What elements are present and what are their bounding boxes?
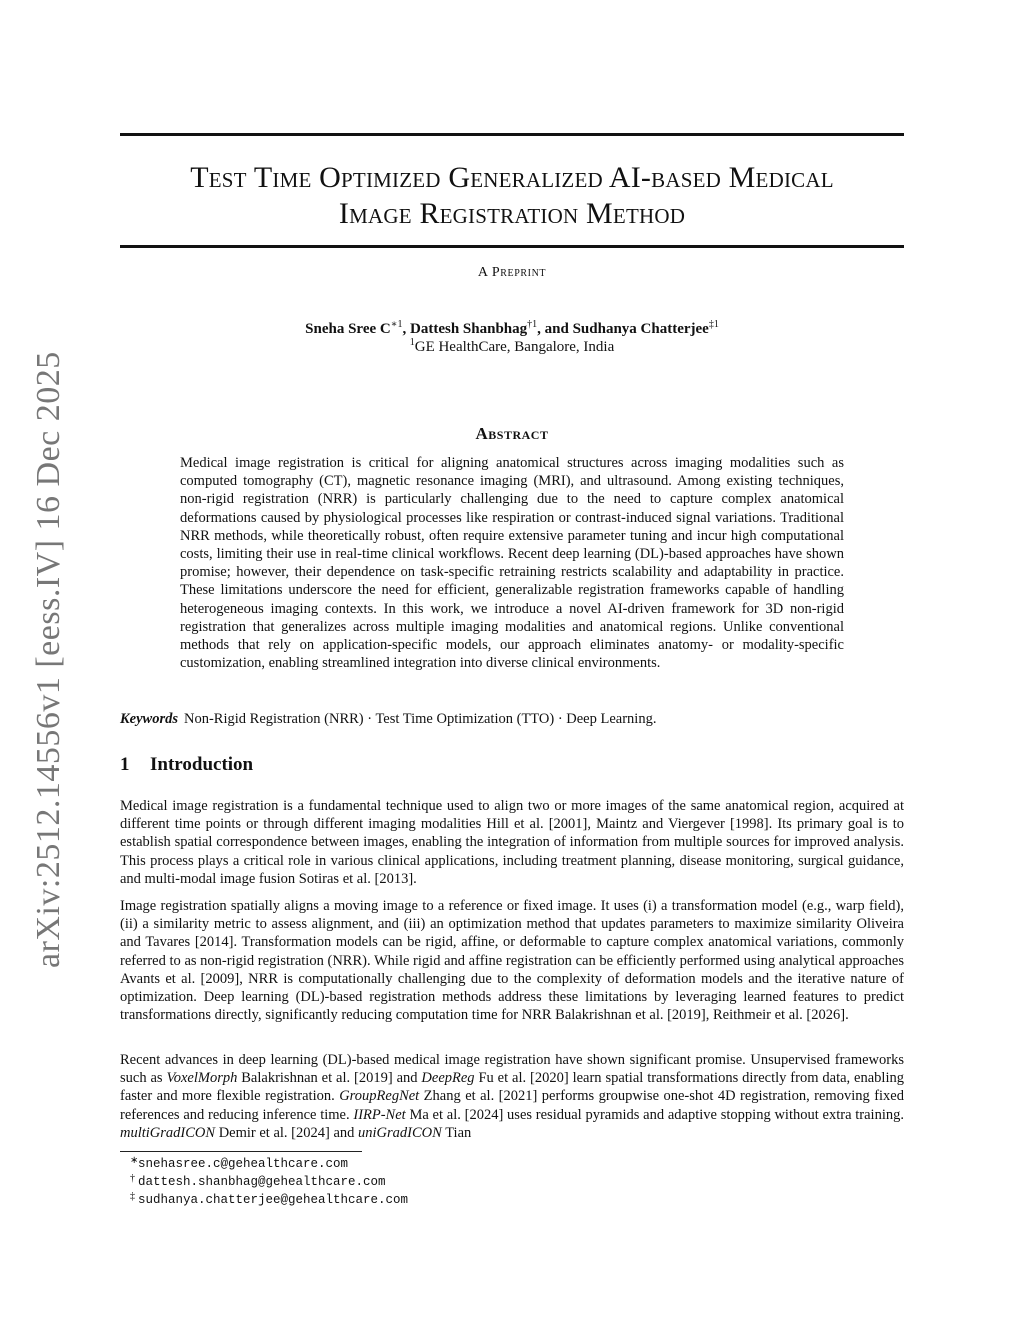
text: Fu et al. [2020] learn spatial transformations directly from data, enabling faster and more flexible registration. [120, 1070, 904, 1105]
text: Zhang et al. [2021] performs groupwise one-shot 4D registration, removing fixed references and reducing inference time. [120, 1088, 904, 1123]
author-separator: , and [537, 321, 573, 337]
method-name: GroupRegNet [339, 1088, 420, 1105]
method-name: IIRP-Net [353, 1106, 406, 1123]
section-number: 1 [120, 754, 130, 775]
keywords [120, 710, 904, 728]
footnote-1 [130, 1155, 349, 1172]
method-name: uniGradICON [358, 1124, 442, 1141]
title-top-rule [120, 133, 904, 136]
title-line-2: Image Registration Method [338, 197, 686, 230]
affiliation [120, 333, 904, 357]
author-separator: , [402, 321, 411, 337]
abstract-heading: Abstract [475, 424, 549, 443]
paper-title [120, 160, 904, 232]
section-heading-introduction [120, 754, 253, 776]
intro-paragraph-1: Medical image registration is a fundamental technique used to align two or more images of the same anatomical region, acquired at different time points or through different imaging modalities Hill et al. [2001], Maintz and Viergever [1998]. Its primary goal is to establish spatial correspondence between images, enabling the integration of information from multiple sources for improved analysis. This process plays a critical role in various clinical applications, including treatment planning, disease monitoring, surgical guidance, and multi-modal image fusion Sotiras et al. [2013]. [120, 798, 904, 887]
method-name: DeepReg [421, 1070, 475, 1087]
preprint-label: A Preprint [477, 265, 547, 280]
footnote-email[interactable]: dattesh.shanbhag@gehealthcare.com [138, 1175, 386, 1189]
author-mark: ∗1 [390, 319, 403, 330]
text: Recent advances in deep learning (DL)-based medical image registration have shown significant promise. Unsupervised frameworks such as [120, 1052, 904, 1087]
footnote-2 [130, 1173, 386, 1190]
title-line-1: Test Time Optimized Generalized AI-based Medical [190, 161, 834, 194]
arxiv-identifier: arXiv:2512.14556v1 [eess.IV] 16 Dec 2025 [30, 351, 67, 968]
footnote-mark: ‡ [130, 1191, 135, 1202]
method-name: multiGradICON [120, 1124, 216, 1141]
text: Balakrishnan et al. [2019] and [237, 1070, 422, 1087]
text: Demir et al. [2024] and [215, 1124, 359, 1141]
author-mark: †1 [527, 319, 538, 330]
footnote-mark: † [130, 1173, 135, 1184]
footnote-email[interactable]: sudhanya.chatterjee@gehealthcare.com [138, 1193, 409, 1207]
text: Tian [441, 1124, 472, 1141]
footnote-3 [130, 1191, 409, 1208]
intro-paragraph-3 [120, 1051, 904, 1142]
title-bottom-rule [120, 245, 904, 248]
footnote-email[interactable]: snehasree.c@gehealthcare.com [138, 1157, 349, 1171]
affiliation-text: GE HealthCare, Bangalore, India [414, 339, 615, 355]
author-name: Dattesh Shanbhag [410, 321, 528, 337]
author-name: Sneha Sree C [305, 321, 391, 337]
abstract-text: Medical image registration is critical for aligning anatomical structures across imaging modalities such as computed tomography (CT), magnetic resonance imaging (MRI), and ultrasound. Among existing techniques, non-rigid registration (NRR) is particularly challenging due to the need to capture complex anatomical deformations caused by physiological processes like respiration or contrast-induced signal variations. Traditional NRR methods, while theoretically robust, often require extensive parameter tuning and incur high computational costs, limiting their use in real-time clinical workflows. Recent deep learning (DL)-based approaches have shown promise; however, their dependence on task-specific retraining restricts scalability and adaptability in practice. These limitations underscore the need for efficient, generalizable registration frameworks capable of handling heterogeneous imaging contexts. In this work, we introduce a novel AI-driven framework for 3D non-rigid registration that generalizes across multiple imaging modalities and anatomical regions. Unlike conventional methods that rely on application-specific models, our approach eliminates anatomy- or modality-specific customization, enabling streamlined integration into diverse clinical environments. [180, 455, 844, 672]
footnote-mark: ∗ [130, 1155, 139, 1166]
intro-paragraph-2: Image registration spatially aligns a moving image to a reference or fixed image. It uses (i) a transformation model (e.g., warp field), (ii) a similarity metric to assess alignment, and (iii) an optimization method that updates parameters to maximize similarity Oliveira and Tavares [2014]. Transformation models can be rigid, affine, or deformable to capture complex anatomical variations, commonly referred to as non-rigid registration (NRR). While rigid and affine registration can be efficiently performed using analytical approaches Avants et al. [2009], NRR is computationally challenging due to the complexity of deformation models and the iterative nature of optimization. Deep learning (DL)-based registration methods address these limitations by leveraging learned features to predict transformations directly, significantly reducing computation time for NRR Balakrishnan et al. [2019], Reithmeir et al. [2026]. [120, 898, 904, 1024]
affiliation-mark: 1 [409, 337, 415, 348]
section-title: Introduction [150, 754, 254, 775]
keywords-text: Non-Rigid Registration (NRR) · Test Time Optimization (TTO) · Deep Learning. [184, 711, 657, 727]
author-mark: ‡1 [708, 319, 719, 330]
footnote-rule [120, 1151, 362, 1152]
method-name: VoxelMorph [166, 1070, 238, 1087]
keywords-label: Keywords [120, 711, 178, 727]
text: Ma et al. [2024] uses residual pyramids and adaptive stopping without extra training. [405, 1106, 904, 1123]
author-name: Sudhanya Chatterjee [572, 321, 709, 337]
